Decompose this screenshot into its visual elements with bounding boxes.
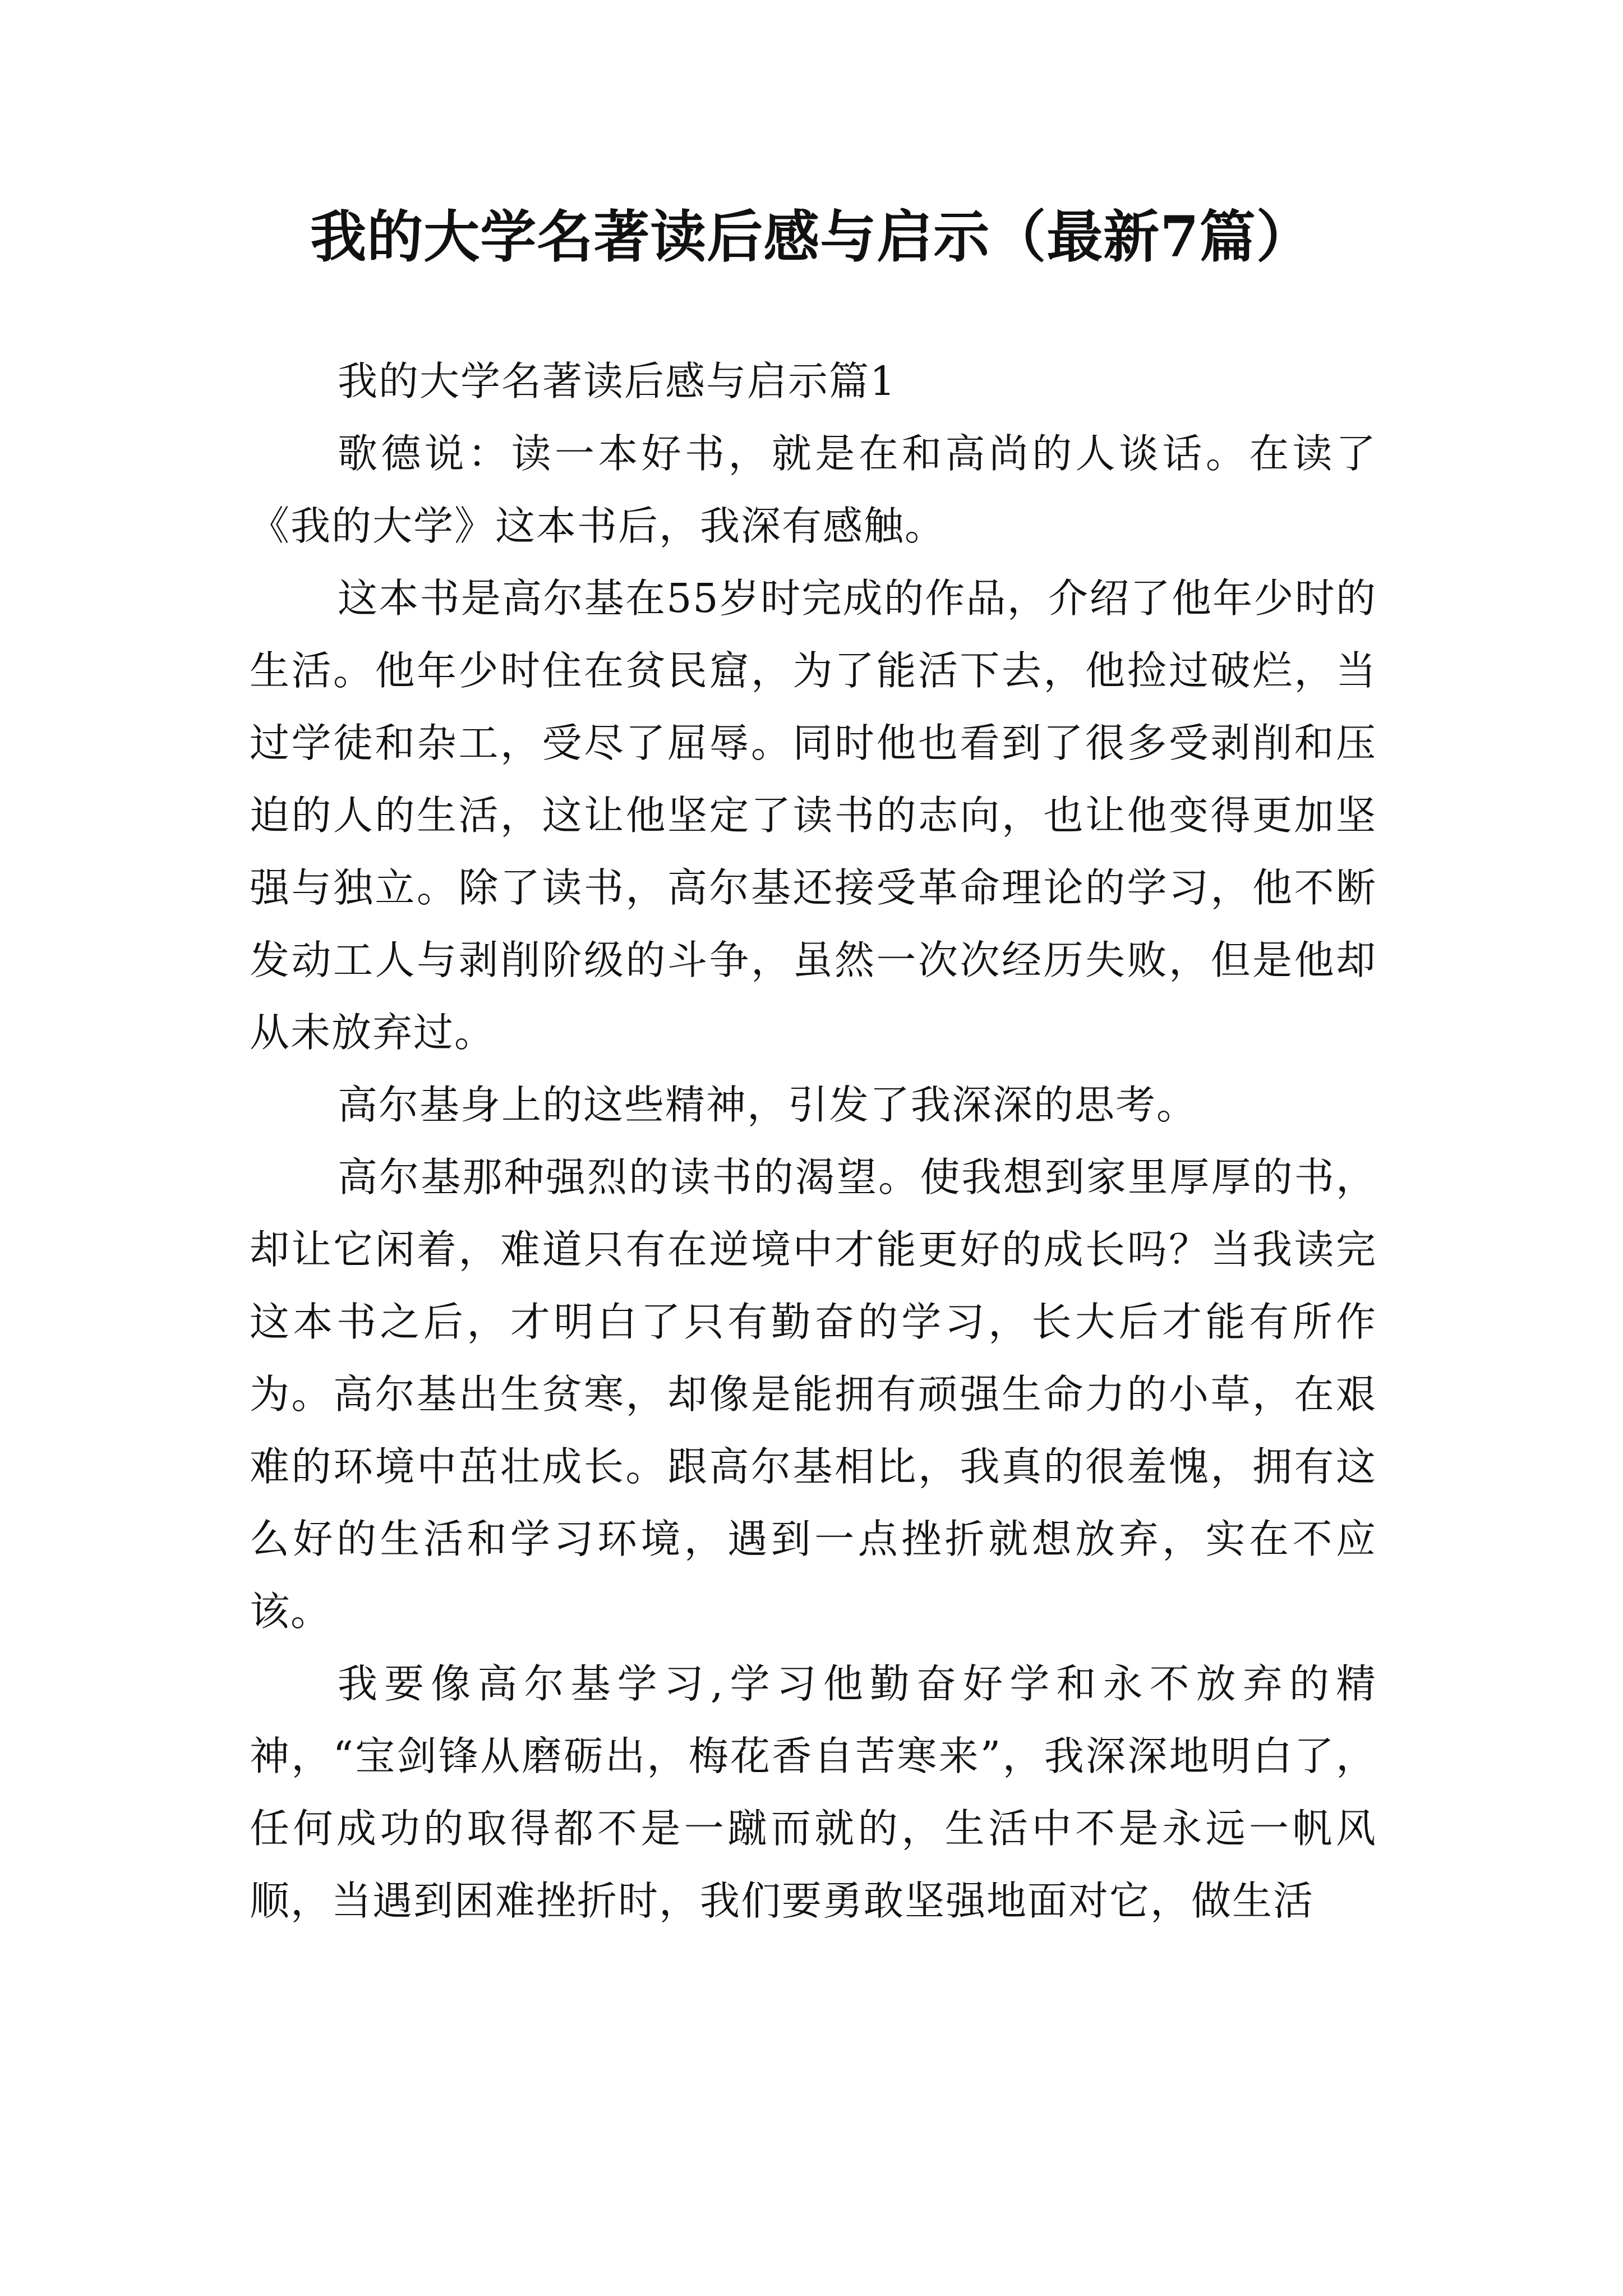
paragraph-3: 高尔基身上的这些精神，引发了我深深的思考。 <box>338 1082 1198 1128</box>
paragraph-4: 高尔基那种强烈的读书的渴望。使我想到家里厚厚的书，却让它闲着，难道只有在逆境中才能更好的成长吗？当我读完这本书之后，才明白了只有勤奋的学习，长大后才能有所作为。高尔基出生贫寒，却像是能拥有顽强生命力的小草，在艰难的环境中茁壮成长。跟高尔基相比，我真的很羞愧，拥有这么好的生活和学习环境，遇到一点挫折就想放弃，实在不应该。 <box>250 1154 1377 1635</box>
section-heading: 我的大学名著读后感与启示篇1 <box>338 358 897 404</box>
document-title: 我的大学名著读后感与启示（最新7篇） <box>310 204 1313 270</box>
paragraph-5: 我要像高尔基学习,学习他勤奋好学和永不放弃的精神，“宝剑锋从磨砺出，梅花香自苦寒来”，我深深地明白了，任何成功的取得都不是一蹴而就的，生活中不是永远一帆风顺，当遇到困难挫折时，我们要勇敢坚强地面对它，做生活 <box>250 1660 1377 1924</box>
paragraph-2: 这本书是高尔基在55岁时完成的作品，介绍了他年少时的生活。他年少时住在贫民窟，为了能活下去，他捡过破烂，当过学徒和杂工，受尽了屈辱。同时他也看到了很多受剥削和压迫的人的生活，这让他坚定了读书的志向，也让他变得更加坚强与独立。除了读书，高尔基还接受革命理论的学习，他不断发动工人与剥削阶级的斗争，虽然一次次经历失败，但是他却从未放弃过。 <box>250 575 1377 1056</box>
paragraph-1: 歌德说：读一本好书，就是在和高尚的人谈话。在读了《我的大学》这本书后，我深有感触。 <box>250 430 1377 549</box>
document-body <box>250 345 1377 1937</box>
